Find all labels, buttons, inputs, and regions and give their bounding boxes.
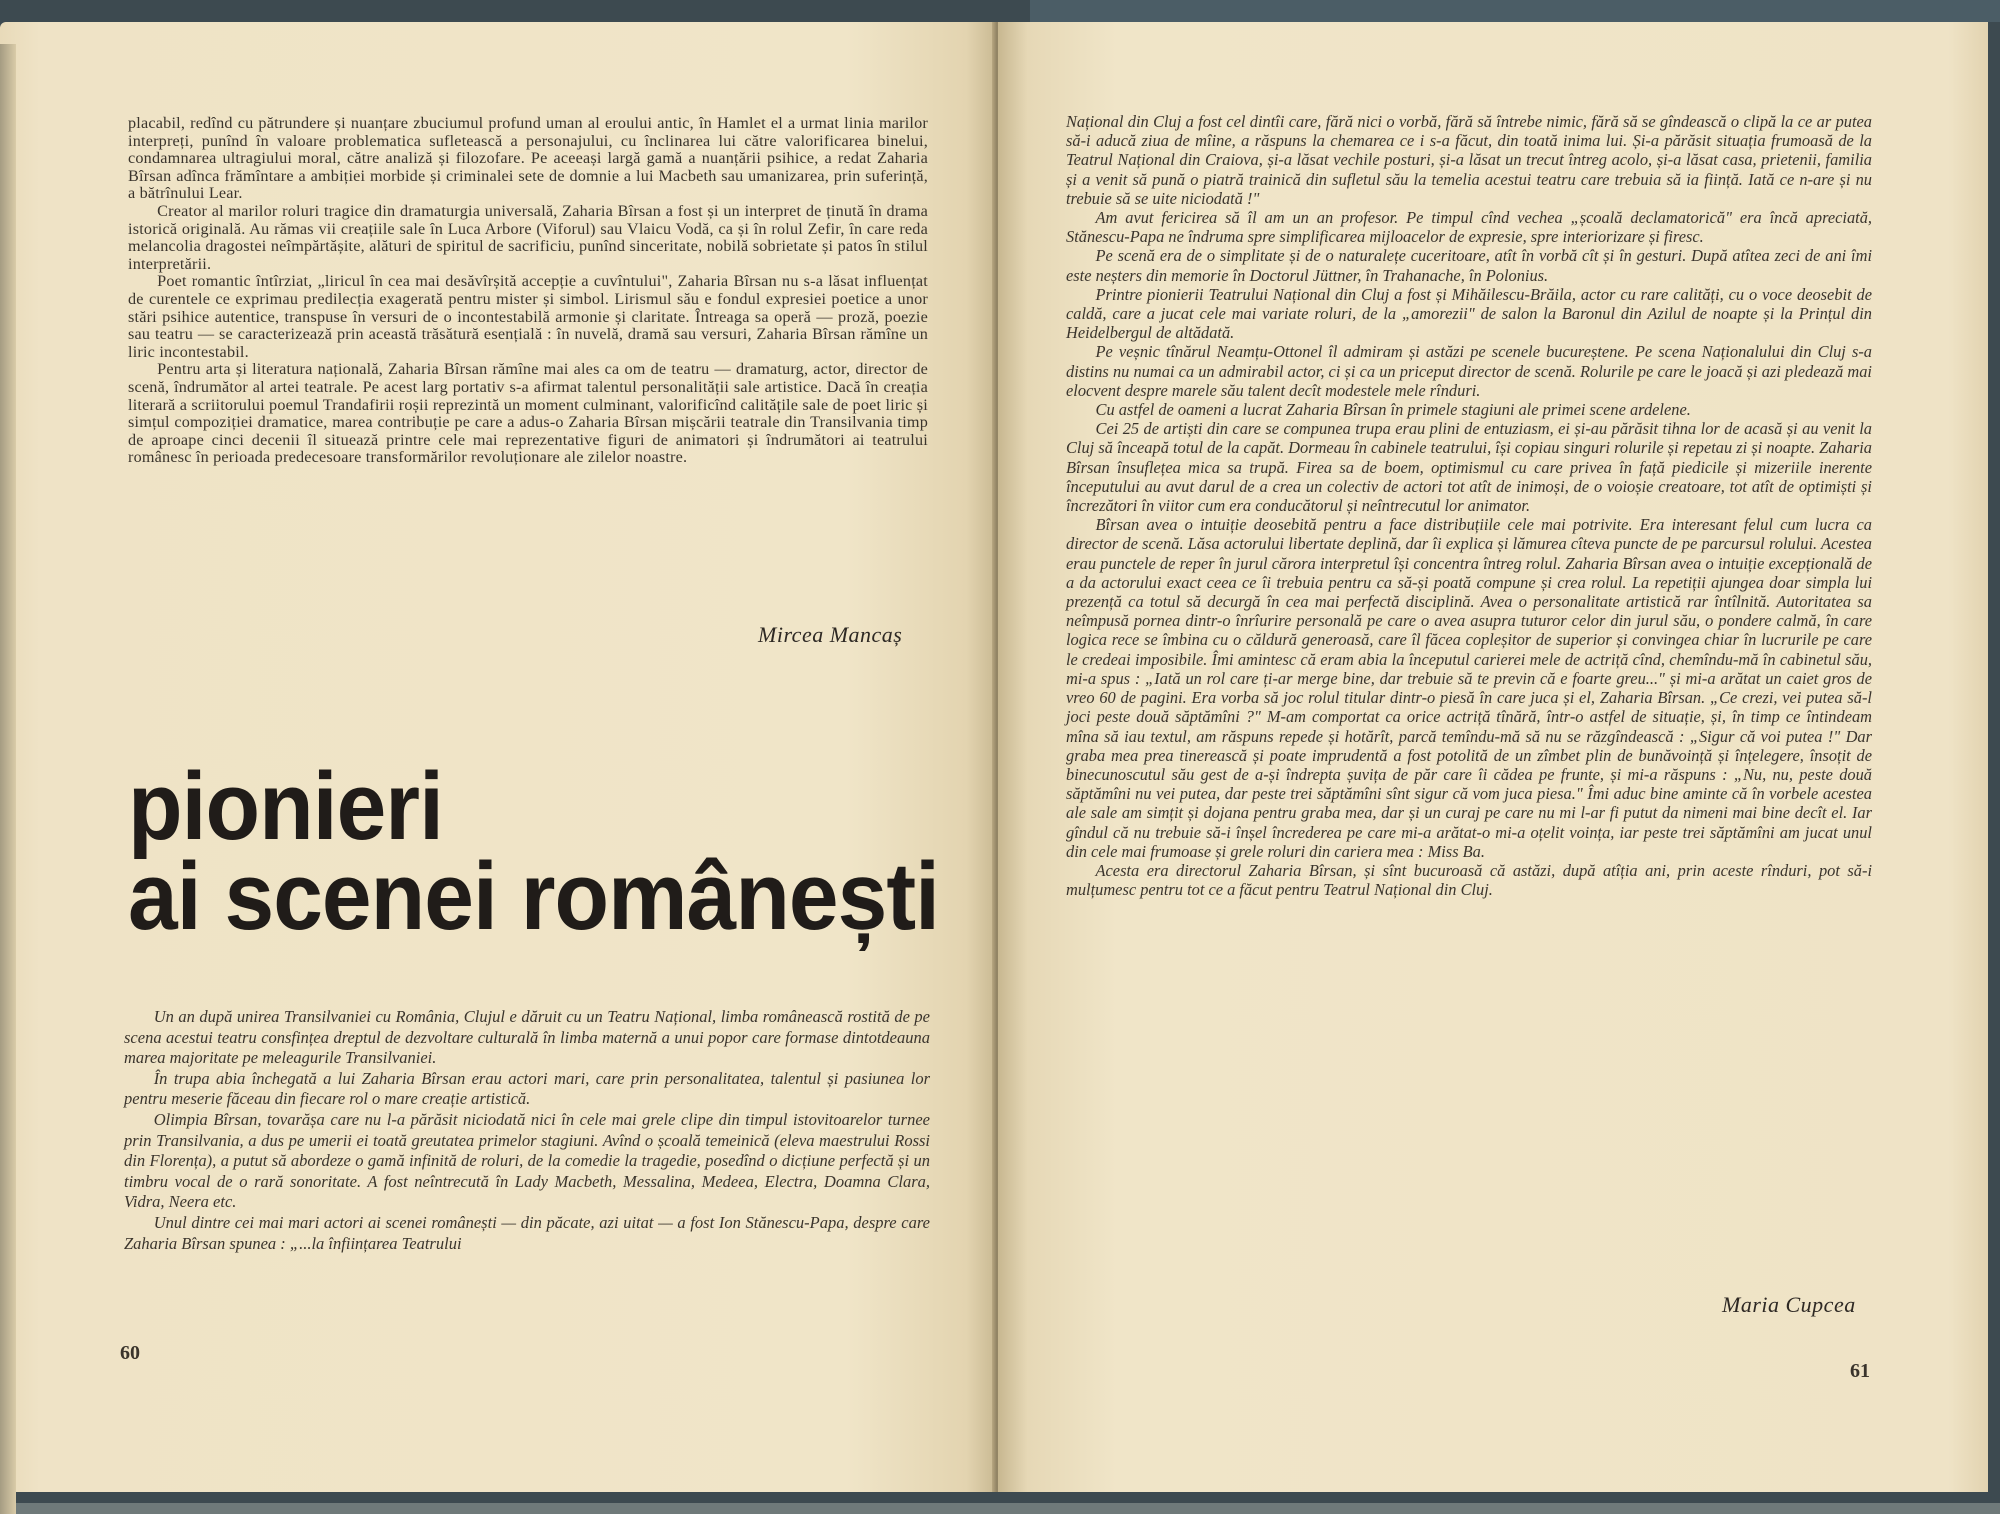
intro-paragraph: Unul dintre cei mai mari actori ai scenei românești — din păcate, azi uitat — a fost Ion Stănescu-Papa, despre care Zaharia Bîrsan spunea : „...la înființarea Teatrului	[124, 1212, 930, 1253]
article-paragraph: placabil, redînd cu pătrundere și nuanțare zbuciumul profund uman al eroului antic, în Hamlet el a urmat linia marilor interpreți, punînd în valoare problematica sufletească a personajului, cu înclinarea lui către valorificarea binelui, condamnarea ultragiului moral, către analiză și filozofare. Pe aceeași largă gamă a nuanțării psihice, a redat Zaharia Bîrsan adînca frămîntare a ambiției morbide și criminalei sete de domnie a lui Macbeth sau umanizarea, prin suferință, a bătrînului Lear.	[128, 114, 928, 203]
author-signature: Mircea Mancaș	[758, 622, 903, 647]
article-paragraph: Pentru arta și literatura națională, Zaharia Bîrsan rămîne mai ales ca om de teatru — dramaturg, actor, director de scenă, îndrumător al artei teatrale. Pe acest larg portativ s-a afirmat talentul personalității sale artistice. Dacă în creația literară a scriitorului poemul Trandafirii roșii reprezintă un moment culminant, valorificînd calitățile sale de poet liric și simțul compoziției dramatice, marea contribuție pe care a adus-o Zaharia Bîrsan mișcării teatrale din Transilvania timp de aproape cinci decenii îl situează printre cele mai reprezentative figuri de animatori și îndrumători ai teatrului românesc în perioada predecesoare transformărilor revoluționare ale zilelor noastre.	[128, 360, 928, 467]
article-paragraph: Pe veșnic tînărul Neamțu-Ottonel îl admiram și astăzi pe scenele bucureștene. Pe scena Naționalului din Cluj s-a distins nu numai ca un admirabil actor, ci și ca un priceput director de scenă. Rolurile pe care le joacă și azi pledează mai elocvent despre marele său talent decît modestele mele rînduri.	[1066, 342, 1872, 400]
article-paragraph: Cei 25 de artiști din care se compunea trupa erau plini de entuziasm, ei și-au părăsit tihna lor de acasă și au venit la Cluj să înceapă totul de la capăt. Dormeau în cabinele teatrului, își copiau singuri rolurile și repetau zi și noapte. Zaharia Bîrsan însuflețea mica sa trupă. Firea sa de boem, optimismul cu care privea în față piedicile și mizeriile inerente începutului au avut darul de a crea un colectiv de actori tot atît de inimoși, de o voioșie creatoare, tot atît de optimiști și încrezători în viitor cum era conducătorul și neîntrecutul lor animator.	[1066, 419, 1872, 516]
page-number: 60	[120, 1342, 140, 1364]
intro-paragraph: Un an după unirea Transilvaniei cu România, Clujul e dăruit cu un Teatru Național, limba românească rostită de pe scena acestui teatru consfințea dreptul de dezvoltare culturală în limba maternă a unui popor care formase dintotdeauna marea majoritate pe meleagurile Transilvaniei.	[124, 1007, 930, 1068]
article-headline	[128, 753, 940, 950]
article-paragraph: Poet romantic întîrziat, „liricul în cea mai desăvîrșită accepție a cuvîntului", Zaharia Bîrsan nu s-a lăsat influențat de curentele ce exprimau predilecția exagerată pentru mister și simbol. Lirismul său e fondul expresiei poetice a unor stări psihice autentice, transpuse în versuri de o incontestabilă armonie și claritate. Întreaga sa operă — proză, poezie sau teatru — se caracterizează prin această trăsătură esențială : în nuvelă, dramă sau versuri, Zaharia Bîrsan rămîne un liric incontestabil.	[128, 272, 928, 361]
right-article-column	[1066, 112, 1872, 899]
article-paragraph: Printre pionierii Teatrului Național din Cluj a fost și Mihăilescu-Brăila, actor cu rare calități, cu o voce deosebit de caldă, care a jucat cele mai variate roluri, de la „amorezii" de salon la Baronul din Azilul de noapte și la Prințul din Heidelbergul de altădată.	[1066, 284, 1872, 343]
article-paragraph: Acesta era directorul Zaharia Bîrsan, și sînt bucuroasă că astăzi, după atîția ani, prin aceste rînduri, pot să-i mulțumesc pentru tot ce a făcut pentru Teatrul Național din Cluj.	[1066, 860, 1872, 900]
article-paragraph: Creator al marilor roluri tragice din dramaturgia universală, Zaharia Bîrsan a fost și un interpret de ținută în drama istorică originală. Au rămas vii creațiile sale în Luca Arbore (Viforul) sau Vlaicu Vodă, ca și în rolul Zefir, în care reda melancolia dragostei neîmpărtășite, alături de spiritul de sacrificiu, punînd sinceritate, nobilă sobrietate și patos în stilul interpretării.	[128, 201, 928, 273]
intro-paragraph: Olimpia Bîrsan, tovarășa care nu l-a părăsit niciodată nici în cele mai grele clipe din timpul istovitoarelor turnee prin Transilvania, a dus pe umerii ei toată greutatea primelor stagiuni. Avînd o școală temeinică (eleva maestrului Rossi din Florența), a putut să abordeze o gamă infinită de roluri, de la comedie la tragedie, posedînd o dicțiune perfectă și un timbru vocal de o rară sonoritate. A fost neîntrecută în Lady Macbeth, Messalina, Medeea, Electra, Doamna Clara, Vidra, Neera etc.	[124, 1109, 930, 1212]
article-paragraph: Cu astfel de oameni a lucrat Zaharia Bîrsan în primele stagiuni ale primei scene ardelene.	[1095, 400, 1691, 420]
article-paragraph: Am avut fericirea să îl am un an profesor. Pe timpul cînd vechea „școală declamatorică" era încă apreciată, Stănescu-Papa ne îndruma spre simplificarea mijloacelor de expresie, spre interiorizare și firesc.	[1066, 208, 1872, 247]
intro-column	[124, 1007, 930, 1254]
right-page	[998, 22, 1988, 1492]
left-page-edge	[0, 44, 16, 1514]
article-paragraph: Pe scenă era de o simplitate și de o naturalețe cuceritoare, atît în vorbă cît și în gesturi. După atîtea zeci de ani îmi este neșters din memorie în Doctorul Jüttner, în Trahanache, în Polonius.	[1066, 246, 1872, 285]
book-cover-edge	[1030, 0, 2000, 22]
left-page	[0, 22, 996, 1492]
page-number: 61	[1850, 1360, 1870, 1382]
headline-line: ai scenei românești	[128, 843, 940, 950]
left-article-column	[128, 115, 928, 467]
headline-line: pionieri	[128, 753, 443, 860]
author-signature: Maria Cupcea	[1722, 1292, 1856, 1317]
article-paragraph: Național din Cluj a fost cel dintîi care, fără nici o vorbă, fără să întrebe nimic, fără să se gîndească o clipă la ce ar putea să-i aducă ziua de mîine, a răspuns la chemarea ce i s-a făcut, din toată inima lui. Și-a părăsit situația frumoasă de la Teatrul Național din Craiova, și-a lăsat vechile posturi, și-a lăsat un trecut întreg acolo, și-a lăsat casa, prietenii, familia și a venit să pună o piatră trainică din sufletul său la temelia acestui teatru care trebuia să ia ființă. Iată ce n-are și nu trebuie să se uite niciodată !"	[1066, 112, 1872, 208]
intro-paragraph: În trupa abia închegată a lui Zaharia Bîrsan erau actori mari, care prin personalitatea, talentul și pasiunea lor pentru meserie făceau din fiecare rol o mare creație artistică.	[124, 1068, 930, 1109]
article-paragraph: Bîrsan avea o intuiție deosebită pentru a face distribuțiile cele mai potrivite. Era interesant felul cum lucra ca director de scenă. Lăsa actorului libertate deplină, dar îi explica și lămurea cîteva puncte de pe parcursul rolului. Acestea erau punctele de reper în jurul cărora interpretul își concentra întreg rolul. Zaharia Bîrsan avea o intuiție excepțională de a da actorului exact ceea ce îi trebuia pentru ca să-și poată compune și crea rolul. La repetiții ajungea doar simpla lui prezență ca totul să decurgă în cea mai perfectă disciplină. Avea o personalitate artistică rar întîlnită. Autoritatea sa neîmpusă pornea dintr-o înrîurire personală pe care o avea asupra tuturor celor din jurul său, o pondere calmă, în care logica rece se îmbina cu o căldură generoasă, care îl făcea copleșitor de superior și convingea chiar în lucrurile pe care le credeai imposibile. Îmi amintesc că eram abia la începutul carierei mele de actriță cînd, chemîndu-mă în cabinetul său, mi-a spus : „Iată un rol care ți-ar merge bine, dar trebuie să te previn că e foarte greu..." și mi-a arătat un caiet gros de vreo 60 de pagini. Era vorba să joc rolul titular dintr-o piesă în care juca și el, Zaharia Bîrsan. „Ce crezi, vei putea să-l joci peste două săptămîni ?" M-am comportat ca orice actriță tînără, într-o astfel de situație, și, în timp ce întindeam mîna să iau textul, am răspuns repede și hotărît, parcă temîndu-mă să nu se răzgîndească : „Sigur că voi putea !" Dar graba mea prea tinerească și poate imprudentă a fost potolită de un zîmbet plin de bunăvoință și înțelegere, însoțit de binecunoscutul său gest de a-și îndrepta șuvița de păr care îi cădea pe frunte, și mi-a răspuns : „Nu, nu, peste două săptămîni nu vei putea, dar peste trei săptămîni sînt sigur că vom juca piesa." Îmi aduc bine aminte că în vorbele acestea ale sale am simțit și dojana pentru graba mea, dar și un curaj pe care nu mi l-ar fi putut da nimeni mai bine decît el. Iar gîndul că nu trebuie să-i înșel încrederea pe care mi-a arătat-o mi-a oțelit voința, iar peste trei săptămîni am jucat unul din cele mai frumoase și grele roluri din cariera mea : Miss Ba.	[1066, 515, 1872, 861]
